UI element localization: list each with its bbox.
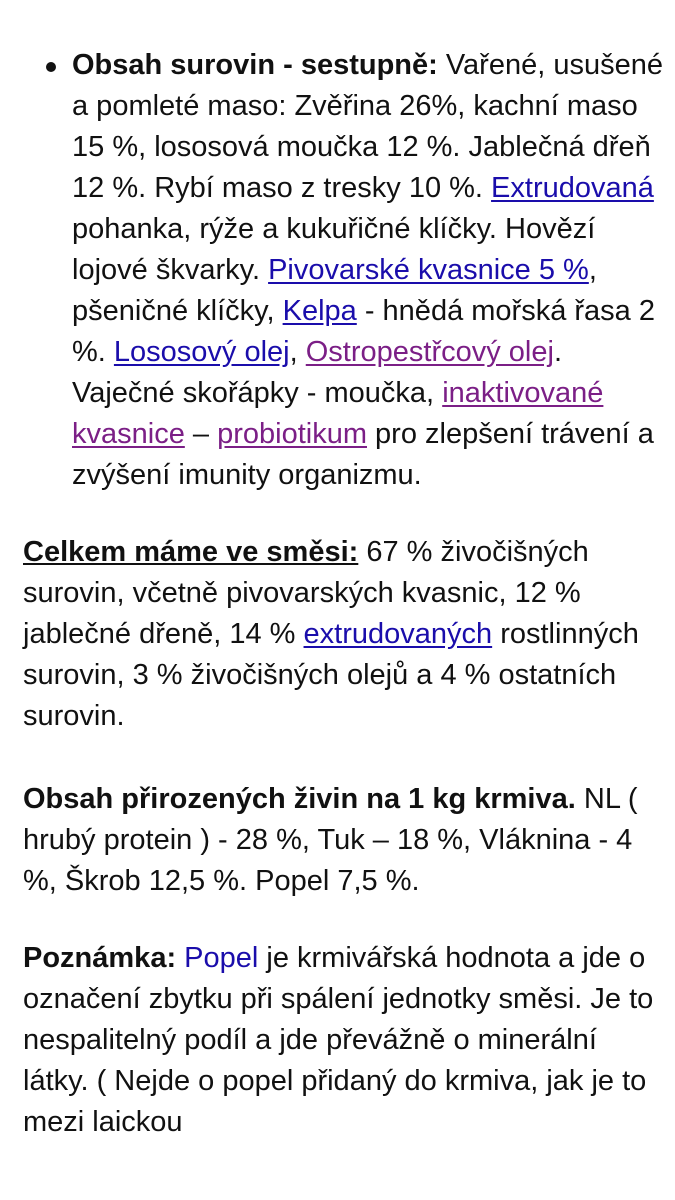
ingredients-heading: Obsah surovin - sestupně: bbox=[72, 49, 438, 81]
popel-link[interactable]: Popel bbox=[184, 942, 259, 974]
pivovarske-kvasnice-link[interactable]: Pivovarské kvasnice 5 % bbox=[268, 254, 589, 286]
nutrients-heading: Obsah přirozených živin na 1 kg krmiva. bbox=[23, 783, 576, 815]
ostropestrcovy-olej-link[interactable]: Ostropestřcový olej bbox=[305, 336, 554, 368]
total-composition-heading: Celkem máme ve směsi: bbox=[23, 536, 359, 568]
probiotikum-link[interactable]: probiotikum bbox=[217, 418, 367, 450]
note-text: je krmivářská hodnota a jde o označení zbytku při spálení jednotky směsi. Je to nespalitelný podíl a jde převážně o minerální látky. ( Nejde o popel přidaný do krmiva, jak je to mezi laickou bbox=[23, 942, 654, 1138]
ingredients-text: - hnědá mořská řasa 2 %. bbox=[72, 295, 655, 368]
ingredients-text: . Vaječné skořápky - moučka, bbox=[72, 336, 563, 409]
ingredients-text: , pšeničné klíčky, bbox=[72, 254, 597, 327]
note-paragraph bbox=[23, 938, 663, 1143]
kelpa-link[interactable]: Kelpa bbox=[282, 295, 357, 327]
nutrients-paragraph bbox=[23, 779, 663, 902]
total-composition-paragraph bbox=[23, 532, 663, 737]
ingredients-text: pohanka, rýže a kukuřičné klíčky. Hovězí lojové škvarky. bbox=[72, 213, 596, 286]
ingredients-list bbox=[23, 45, 663, 496]
article-content bbox=[23, 45, 663, 1143]
extrudovana-link[interactable]: Extrudovaná bbox=[491, 172, 654, 204]
inaktivovane-kvasnice-link[interactable]: inaktivované kvasnice bbox=[72, 377, 604, 450]
ingredients-text: Vařené, usušené a pomleté maso: Zvěřina 26%, kachní maso 15 %, lososová moučka 12 %. Jablečná dřeň 12 %. Rybí maso z tresky 10 %. bbox=[72, 49, 663, 204]
total-composition-text: rostlinných surovin, 3 % živočišných olejů a 4 % ostatních surovin. bbox=[23, 618, 639, 732]
ingredients-list-item bbox=[72, 45, 663, 496]
nutrients-text: NL ( hrubý protein ) - 28 %, Tuk – 18 %, Vláknina - 4 %, Škrob 12,5 %. Popel 7,5 %. bbox=[23, 783, 638, 897]
extrudovanych-link[interactable]: extrudovaných bbox=[303, 618, 493, 650]
note-space bbox=[176, 942, 184, 974]
lososovy-olej-link[interactable]: Lososový olej bbox=[113, 336, 290, 368]
ingredients-text: pro zlepšení trávení a zvýšení imunity organizmu. bbox=[72, 418, 654, 491]
note-heading: Poznámka: bbox=[23, 942, 177, 974]
bullet-icon bbox=[46, 62, 56, 72]
ingredients-dash: – bbox=[184, 418, 218, 450]
total-composition-text: 67 % živočišných surovin, včetně pivovarských kvasnic, 12 % jablečné dřeně, 14 % bbox=[23, 536, 589, 650]
ingredients-text: , bbox=[289, 336, 306, 368]
